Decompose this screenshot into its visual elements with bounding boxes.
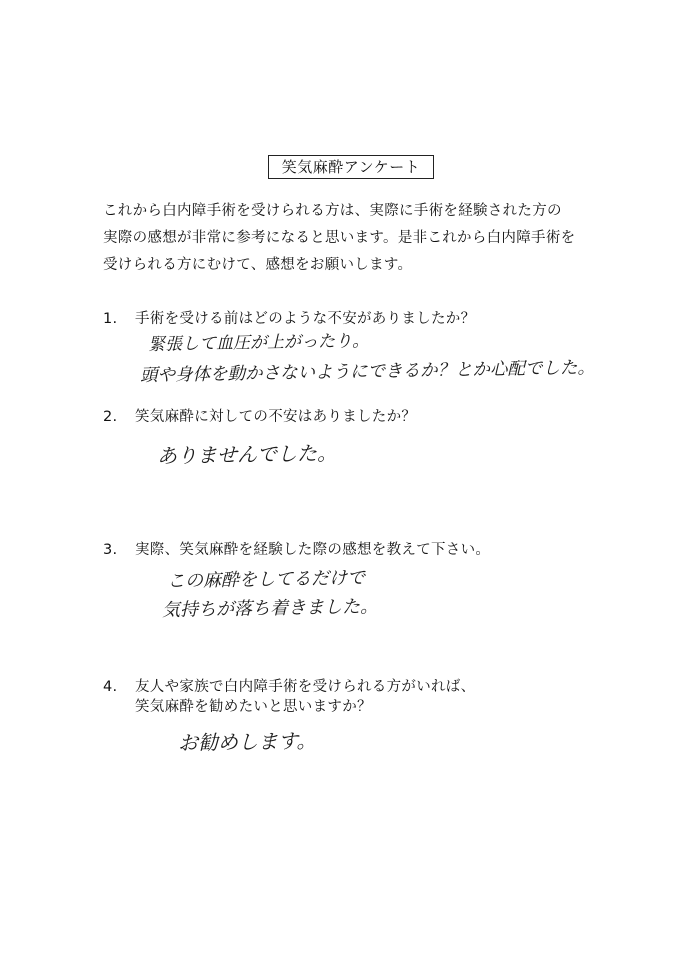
handwritten-answer: 緊張して血圧が上がったり。: [147, 331, 370, 355]
question-number: 2.: [103, 409, 118, 425]
question-text: 実際、笑気麻酔を経験した際の感想を教えて下さい。: [135, 542, 491, 558]
question-number: 4.: [103, 679, 118, 695]
question-2: [103, 407, 416, 427]
question-number: 3.: [103, 542, 118, 558]
handwritten-answer: お勧めします。: [177, 728, 317, 755]
handwritten-answer: ありませんでした。: [156, 440, 338, 468]
question-text: 笑気麻酔に対しての不安はありましたか？: [135, 409, 417, 425]
question-4: [103, 677, 475, 717]
question-number: 1.: [103, 311, 118, 327]
question-1: [103, 309, 475, 329]
intro-paragraph: [103, 198, 623, 279]
question-3: [103, 540, 490, 560]
intro-line: 受けられる方にむけて、感想をお願いします。: [103, 257, 413, 273]
handwritten-answer: この麻酔をしてるだけで: [166, 567, 366, 592]
intro-line: 実際の感想が非常に参考になると思います。是非これから白内障手術を: [103, 230, 576, 246]
question-text: 友人や家族で白内障手術を受けられる方がいれば、: [135, 679, 476, 695]
question-text: 手術を受ける前はどのような不安がありましたか？: [135, 311, 476, 327]
handwritten-answer: 気持ちが落ち着きました。: [161, 596, 379, 621]
handwritten-answer: 頭や身体を動かさないようにできるか？とか心配でした。: [139, 358, 596, 386]
question-text-line-2: 笑気麻酔を勧めたいと思いますか？: [135, 699, 372, 715]
survey-title: 笑気麻酔アンケート: [268, 155, 434, 179]
intro-line: これから白内障手術を受けられる方は、実際に手術を経験された方の: [103, 203, 562, 219]
